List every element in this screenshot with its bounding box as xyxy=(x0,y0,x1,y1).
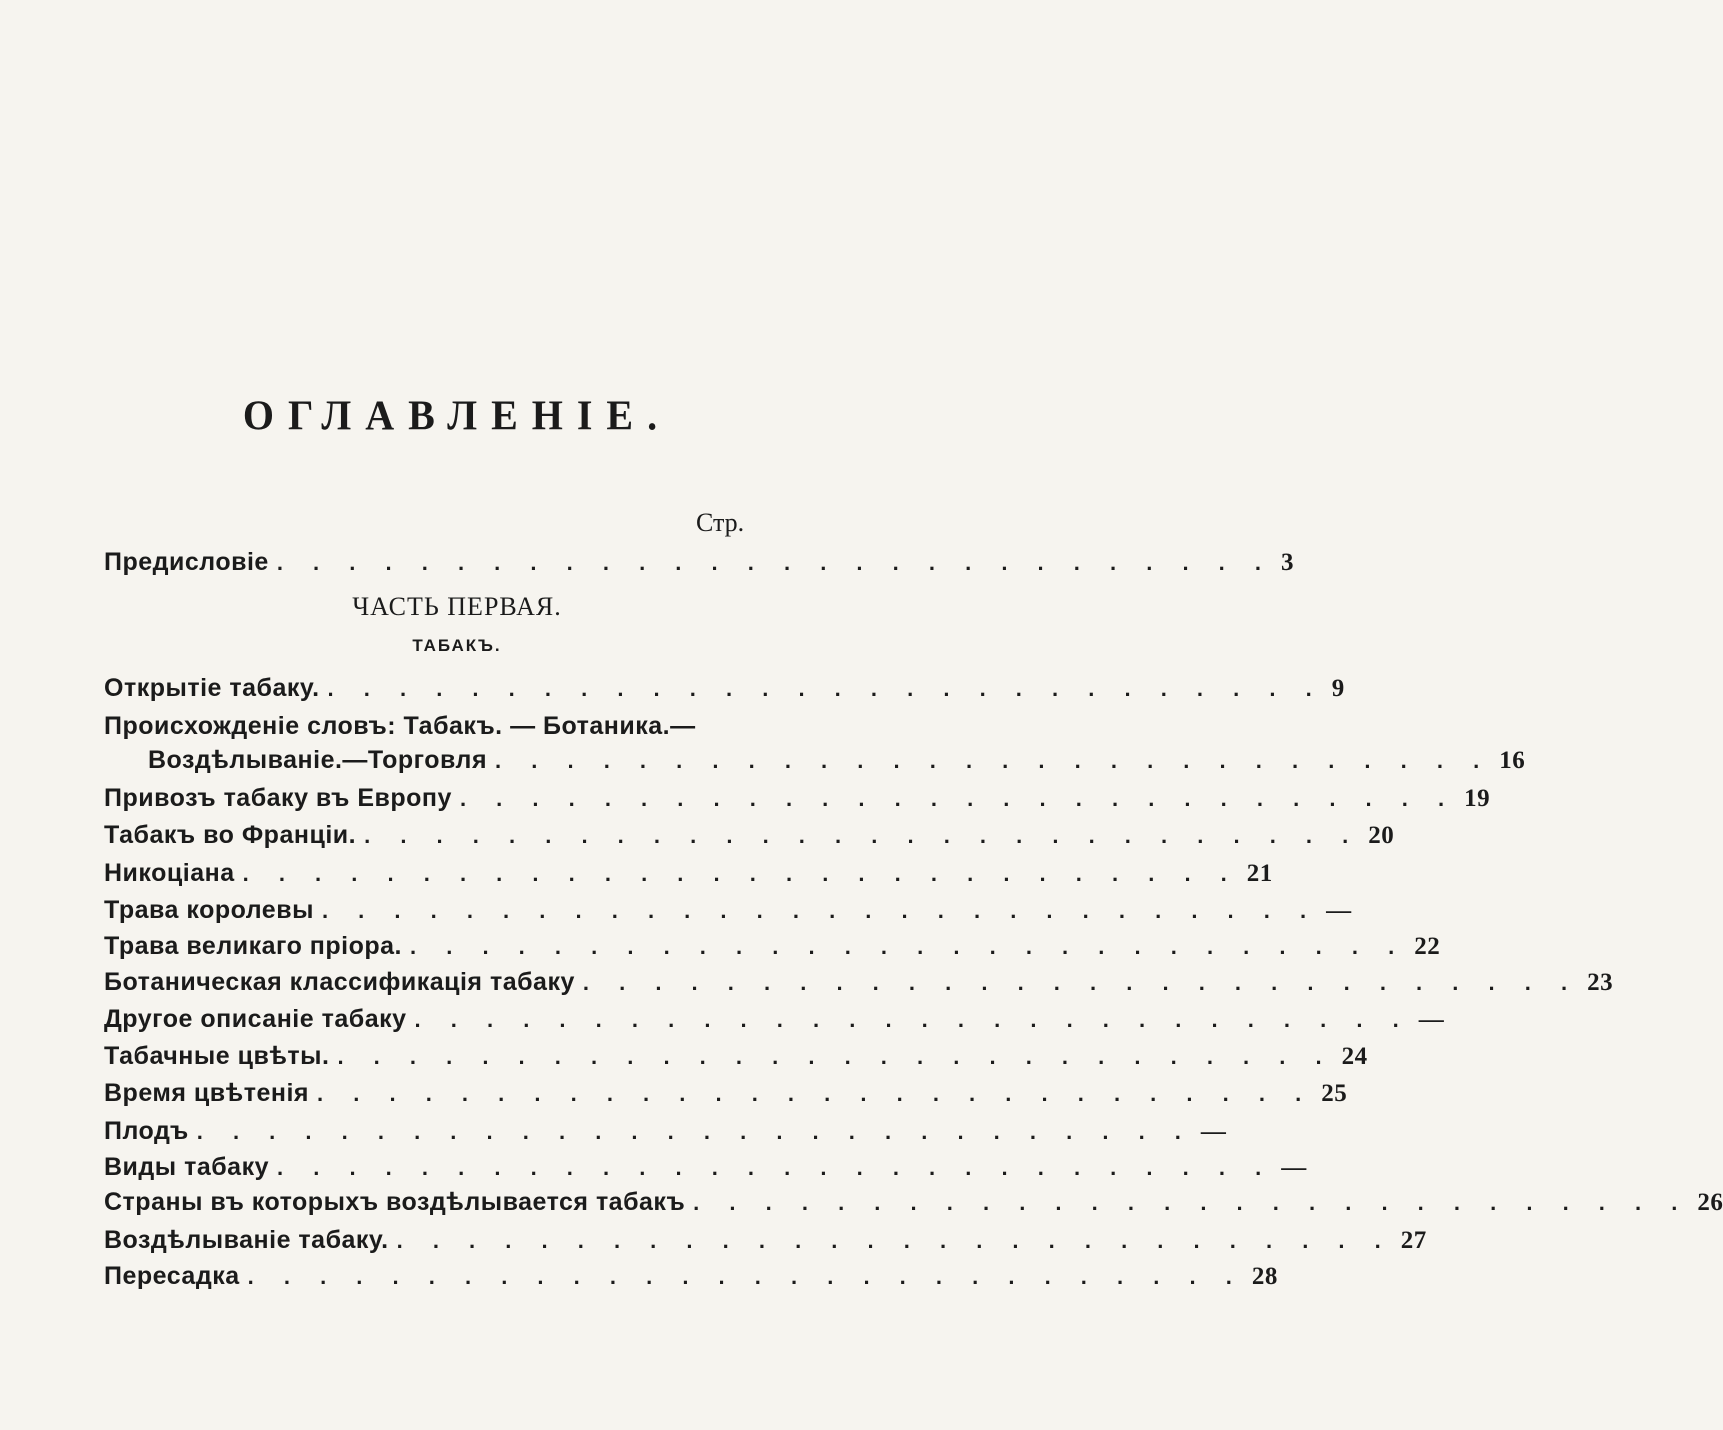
toc-entry-label: Пересадка xyxy=(104,1262,240,1290)
leader-dots: . . . . . . . . . . . . . . . . . . . . . . . . . . . . xyxy=(327,676,1324,701)
toc-entry-label: Ботаническая классификація табаку xyxy=(104,968,575,996)
toc-entry-page: — xyxy=(1326,897,1352,924)
toc-entry[interactable] xyxy=(104,1262,1278,1298)
leader-dots: . . . . . . . . . . . . . . . . . . . . . . . . . . . . xyxy=(317,1081,1314,1106)
toc-entry[interactable] xyxy=(104,1226,1427,1262)
toc-entry-label: Время цвѣтенія xyxy=(104,1079,310,1107)
leader-dots: . . . . . . . . . . . . . . . . . . . . . . . . . . . . xyxy=(414,1007,1411,1032)
toc-entry[interactable] xyxy=(104,859,1273,895)
toc-entry-page: 16 xyxy=(1499,747,1526,774)
toc-entry[interactable] xyxy=(104,712,764,748)
toc-entry-label: Открытіе табаку. xyxy=(104,674,320,702)
page-column-header: Стр. xyxy=(696,508,745,537)
leader-dots: . . . . . . . . . . . . . . . . . . . . . . . . . . . . xyxy=(321,898,1319,923)
toc-entry-page: — xyxy=(1281,1154,1307,1181)
toc-entry-page: — xyxy=(1200,1118,1227,1145)
toc-entry[interactable] xyxy=(104,1042,1368,1078)
toc-entry[interactable] xyxy=(104,968,1614,1004)
leader-dots: . . . . . . . . . . . . . . . . . . . . . . . . . . . . xyxy=(277,1155,1274,1180)
toc-entry-page: 22 xyxy=(1414,933,1441,960)
toc-entry-label: Происхожденіе словъ: Табакъ. — Ботаника.— xyxy=(104,712,696,740)
toc-entry[interactable] xyxy=(104,821,1395,857)
toc-entry[interactable] xyxy=(104,896,1352,932)
toc-entry-page: — xyxy=(1418,1006,1445,1033)
toc-entry-label: Никоціана xyxy=(104,859,235,887)
toc-entry[interactable] xyxy=(104,1005,1445,1041)
toc-entry[interactable] xyxy=(104,1153,1307,1189)
toc-entry[interactable] xyxy=(104,784,1491,820)
toc-entry-label: Плодъ xyxy=(104,1117,189,1145)
leader-dots: . . . . . . . . . . . . . . . . . . . . . . . . . . . . xyxy=(693,1190,1690,1215)
toc-entry[interactable] xyxy=(104,1188,1723,1224)
toc-entry-label: Виды табаку xyxy=(104,1153,269,1181)
toc-entry-label: Табачные цвѣты. xyxy=(104,1042,330,1070)
toc-entry-preface[interactable] xyxy=(104,548,1295,584)
leader-dots: . . . . . . . . . . . . . . . . . . . . . . . . . . . . xyxy=(337,1044,1334,1069)
leader-dots: . . . . . . . . . . . . . . . . . . . . . . . . . . . . xyxy=(364,823,1361,848)
toc-entry-label: Трава королевы xyxy=(104,896,314,924)
part-subtitle: ТАБАКЪ. xyxy=(412,636,502,655)
toc-entry-label: Предисловіе xyxy=(104,548,269,576)
contents-heading: ОГЛАВЛЕНІЕ. xyxy=(242,391,672,440)
toc-entry-page: 19 xyxy=(1464,785,1491,812)
toc-entry-page: 28 xyxy=(1251,1263,1278,1290)
toc-entry-page: 20 xyxy=(1368,822,1395,849)
leader-dots: . . . . . . . . . . . . . . . . . . . . . . . . . . . . xyxy=(495,748,1492,773)
part-title: ЧАСТЬ ПЕРВАЯ. xyxy=(352,592,562,621)
toc-entry-label: Табакъ во Франціи. xyxy=(104,821,357,849)
toc-entry[interactable] xyxy=(104,1079,1348,1115)
toc-entry-label: Страны въ которыхъ воздѣлывается табакъ xyxy=(104,1188,686,1216)
leader-dots: . . . . . . . . . . . . . . . . . . . . . . . . . . . . xyxy=(242,861,1239,886)
toc-entry-page: 24 xyxy=(1341,1043,1368,1070)
leader-dots: . . . . . . . . . . . . . . . . . . . . . . . . . . . . xyxy=(196,1119,1193,1144)
toc-entry-page: 9 xyxy=(1331,675,1345,702)
toc-entry-label: Воздѣлываніе табаку. xyxy=(104,1226,389,1254)
toc-entry-page: 27 xyxy=(1400,1227,1427,1254)
toc-entry-page: 25 xyxy=(1321,1080,1348,1107)
toc-entry-page: 3 xyxy=(1281,549,1295,576)
leader-dots: . . . . . . . . . . . . . . . . . . . . . . . . . . . . xyxy=(410,934,1407,959)
leader-dots: . . . . . . . . . . . . . . . . . . . . . . . . . . . . xyxy=(276,550,1274,575)
toc-entry[interactable] xyxy=(104,674,1345,710)
toc-entry-label: Привозъ табаку въ Европу xyxy=(104,784,452,812)
toc-entry-page: 21 xyxy=(1246,860,1273,887)
toc-entry-page: 23 xyxy=(1587,969,1614,996)
toc-entry-label: Другое описаніе табаку xyxy=(104,1005,407,1033)
leader-dots: . . . . . . . . . . . . . . . . . . . . . . . . . . . . xyxy=(459,786,1457,811)
toc-entry-label: Трава великаго пріора. xyxy=(104,932,402,960)
leader-dots: . . . . . . . . . . . . . . . . . . . . . . . . . . . . xyxy=(247,1264,1244,1289)
toc-entry[interactable] xyxy=(104,1117,1227,1153)
toc-entry-continuation[interactable] xyxy=(148,746,1526,782)
toc-entry[interactable] xyxy=(104,932,1441,968)
toc-entry-page: 26 xyxy=(1697,1189,1723,1216)
toc-entry-label: Воздѣлываніе.—Торговля xyxy=(148,746,488,774)
leader-dots: . . . . . . . . . . . . . . . . . . . . . . . . . . . . xyxy=(396,1228,1393,1253)
leader-dots: . . . . . . . . . . . . . . . . . . . . . . . . . . . . xyxy=(582,970,1580,995)
